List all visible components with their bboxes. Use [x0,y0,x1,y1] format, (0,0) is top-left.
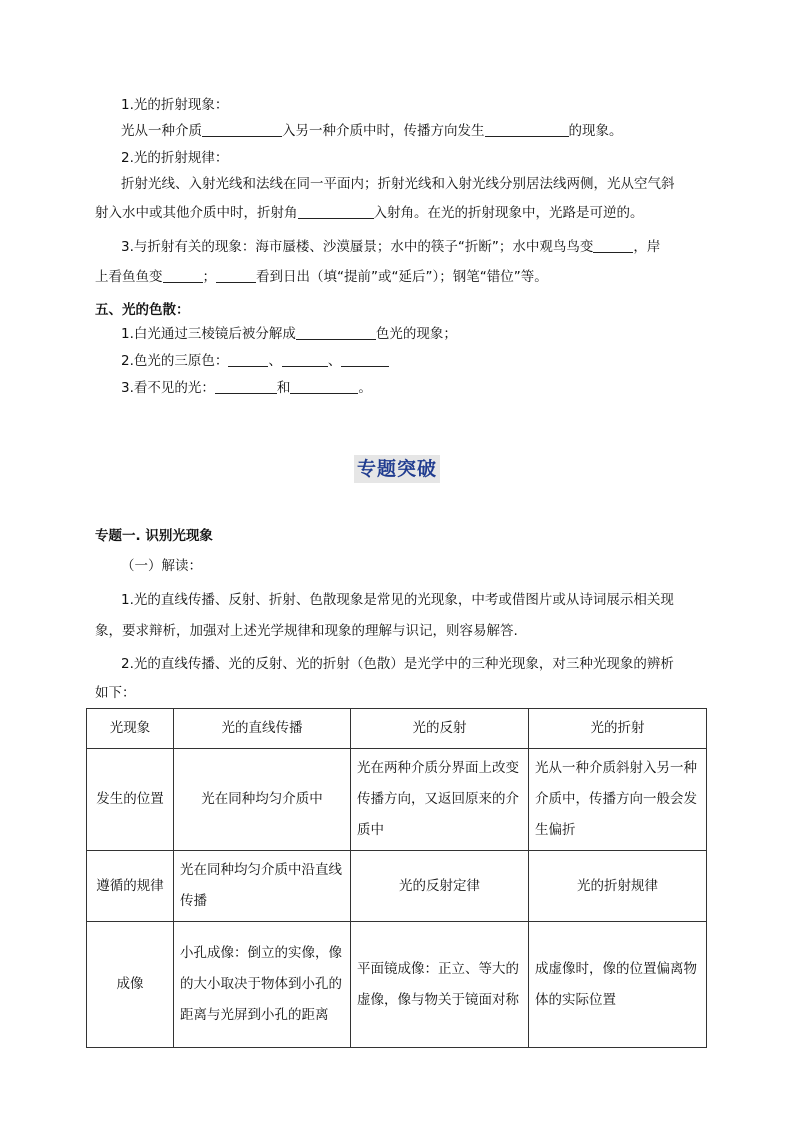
text: ； [202,269,216,285]
fill-blank[interactable] [215,379,277,394]
text: 上看鱼鱼变 [95,269,163,285]
text: 的现象。 [568,123,623,139]
text: 看到日出（填“提前”或“延后”）；钢笔“错位”等。 [256,269,548,285]
dispersion-item2 [121,352,389,370]
topic-p2-line2: 如下： [95,685,136,701]
topic-title: 专题一. 识别光现象 [95,528,213,544]
fill-blank[interactable] [216,268,256,283]
row-label-cell: 发生的位置 [87,749,174,851]
refraction-item2-line2 [95,204,644,222]
separator: 、 [327,353,342,369]
header-cell: 光的折射 [529,709,707,749]
separator: 、 [268,353,282,369]
refraction-item2-line1: 折射光线、入射光线和法线在同一平面内；折射光线和入射光线分别居法线两侧，光从空气斜 [121,176,675,192]
fill-blank[interactable] [282,352,328,367]
table-row [87,922,707,1048]
fill-blank[interactable] [290,379,358,394]
dispersion-title: 五、光的色散： [95,302,190,318]
text: 1.白光通过三棱镜后被分解成 [121,326,296,342]
topic-sub: （一）解读： [121,558,202,574]
text: 光从一种介质 [121,123,202,139]
text: 3.看不见的光： [121,380,215,396]
topic-p1-line2: 象，要求辩析，加强对上述光学规律和现象的理解与识记，则容易解答. [95,623,518,639]
table-cell: 光在同种均匀介质中沿直线传播 [174,851,351,922]
header-cell: 光的直线传播 [174,709,351,749]
refraction-item3-line2 [95,268,548,286]
table-cell: 光在两种介质分界面上改变传播方向，又返回原来的介质中 [351,749,529,851]
dispersion-item3 [121,379,372,397]
text: 3.与折射有关的现象：海市蜃楼、沙漠蜃景；水中的筷子“折断”；水中观鸟鸟变 [121,239,594,255]
fill-blank[interactable] [202,122,282,137]
topic-p1-line1: 1.光的直线传播、反射、折射、色散现象是常见的光现象，中考或借图片或从诗词展示相关现 [121,592,674,608]
refraction-item1-line [121,122,623,140]
text: 入另一种介质中时，传播方向发生 [282,123,485,139]
fill-blank[interactable] [296,325,376,340]
refraction-item3-line1 [121,238,660,256]
refraction-item2-title: 2.光的折射规律： [121,150,229,166]
text: 。 [358,380,372,396]
table-cell: 光在同种均匀介质中 [174,749,351,851]
topic-p2-line1: 2.光的直线传播、光的反射、光的折射（色散）是光学中的三种光现象，对三种光现象的辨析 [121,656,674,672]
table-row [87,851,707,922]
text: ，岸 [633,239,661,255]
text: 入射角。在光的折射现象中，光路是可逆的。 [373,205,644,221]
text: 色光的现象； [375,326,457,342]
fill-blank[interactable] [228,352,268,367]
fill-blank[interactable] [341,352,389,367]
fill-blank[interactable] [298,204,374,219]
header-cell: 光的反射 [351,709,529,749]
refraction-item1-title: 1.光的折射现象： [121,97,229,113]
table-cell: 光的折射规律 [529,851,707,922]
fill-blank[interactable] [593,238,633,253]
dispersion-item1 [121,325,457,343]
text: 和 [276,380,291,396]
table-cell: 光从一种介质斜射入另一种介质中，传播方向一般会发生偏折 [529,749,707,851]
table-cell: 平面镜成像：正立、等大的虚像，像与物关于镜面对称 [351,922,529,1048]
fill-blank[interactable] [163,268,203,283]
row-label-cell: 成像 [87,922,174,1048]
table-cell: 成虚像时，像的位置偏离物体的实际位置 [529,922,707,1048]
table-row [87,749,707,851]
text: 2.色光的三原色： [121,353,229,369]
section-heading: 专题突破 [354,455,440,483]
fill-blank[interactable] [485,122,569,137]
table-cell: 小孔成像：倒立的实像，像的大小取决于物体到小孔的距离与光屏到小孔的距离 [174,922,351,1048]
table-cell: 光的反射定律 [351,851,529,922]
table-header-row [87,709,707,749]
comparison-table [86,708,707,1048]
row-label-cell: 遵循的规律 [87,851,174,922]
header-cell: 光现象 [87,709,174,749]
text: 射入水中或其他介质中时，折射角 [95,205,298,221]
